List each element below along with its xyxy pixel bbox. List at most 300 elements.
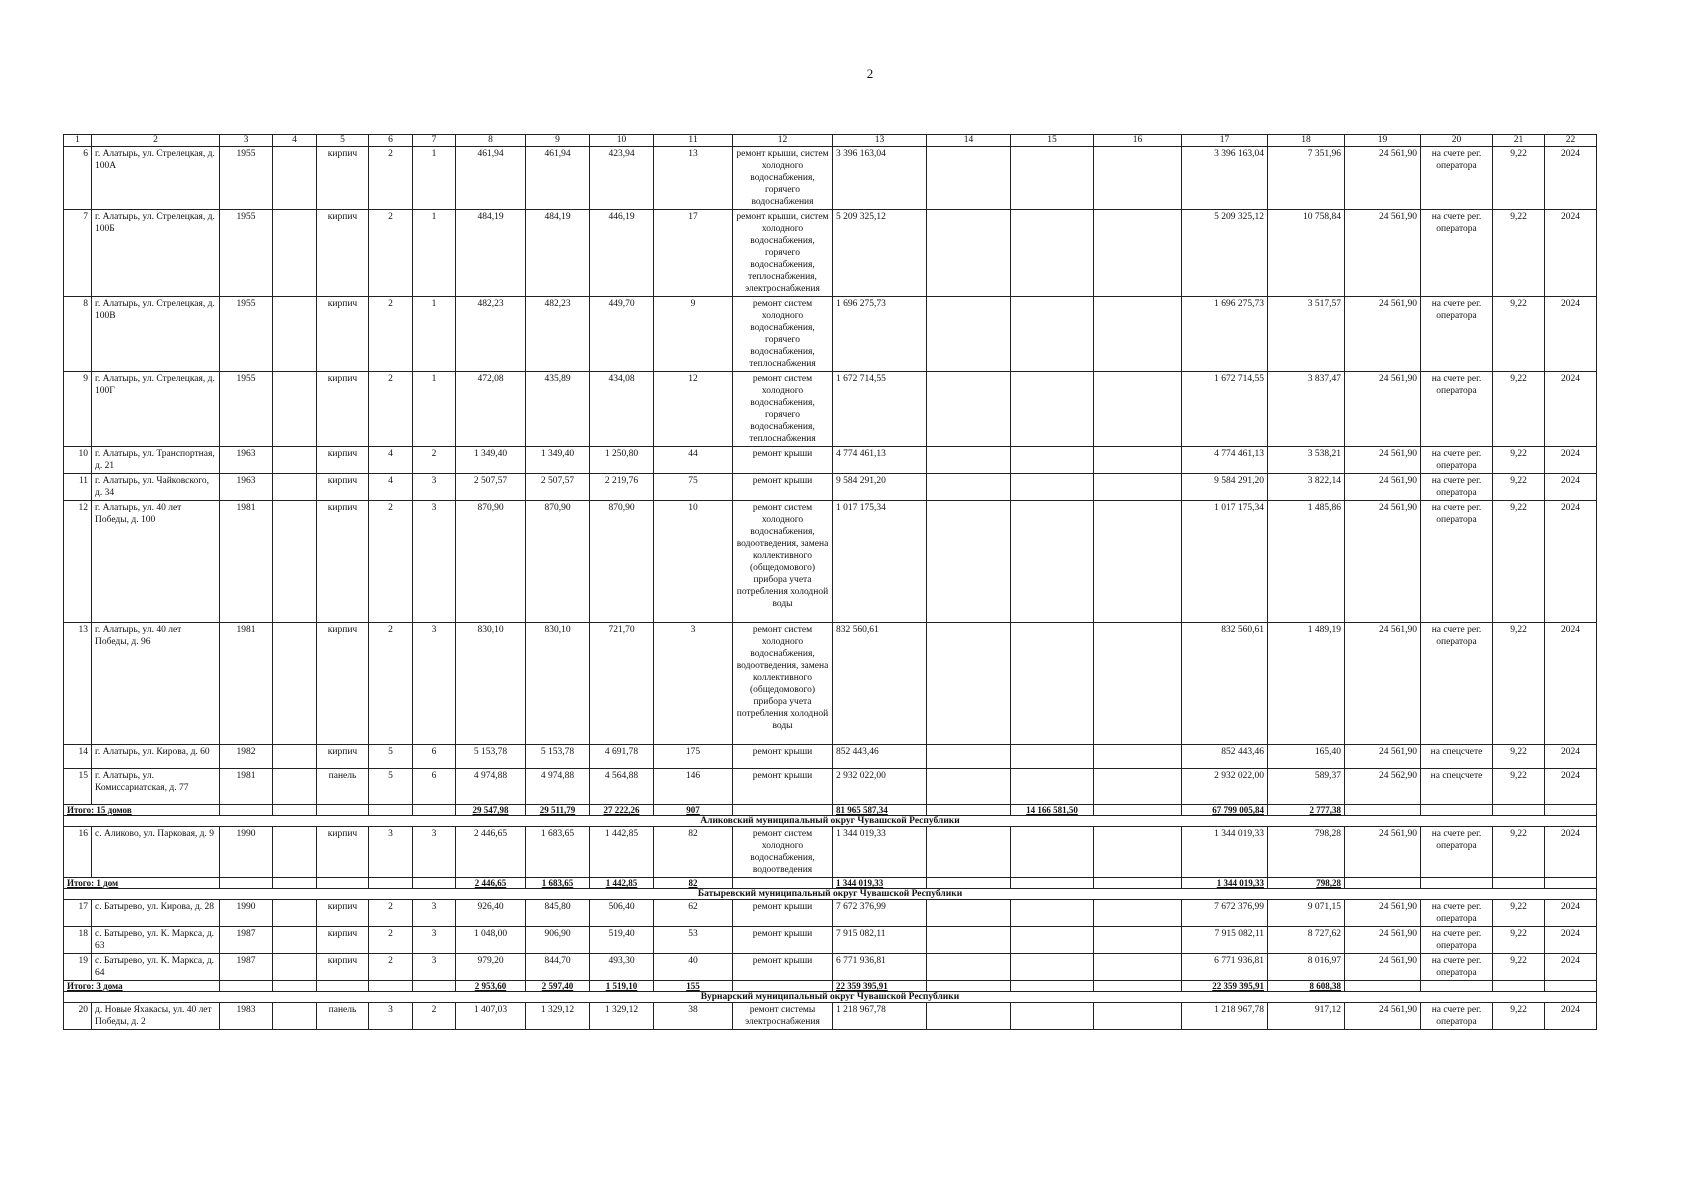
cell-c16 [1094,769,1182,805]
cell-a9: 1 329,12 [526,1003,590,1030]
cell-a8: 1 407,03 [456,1003,526,1030]
cell-yr: 2024 [1545,210,1597,297]
cell-c15 [1011,927,1094,954]
cell-fund: на счете рег. оператора [1421,1003,1493,1030]
total-col-18: 2 777,38 [1268,805,1345,816]
cell-c15 [1011,900,1094,927]
cell-year: 1987 [220,927,273,954]
total-col-17: 22 359 395,91 [1182,981,1268,992]
cell-c17: 852 443,46 [1182,745,1268,769]
cell-ent: 6 [413,769,456,805]
cell-empty [1345,805,1421,816]
cell-empty [927,981,1011,992]
cell-fund: на спецсчете [1421,745,1493,769]
cell-res: 75 [654,474,733,501]
cell-c21: 9,22 [1493,372,1545,447]
cell-ent: 6 [413,745,456,769]
cell-fund: на счете рег. оператора [1421,927,1493,954]
cell-addr: г. Алатырь, ул. Стрелецкая, д. 100Б [92,210,220,297]
cell-n: 13 [64,623,92,745]
cell-fund: на счете рег. оператора [1421,474,1493,501]
cell-empty [1493,878,1545,889]
total-cost: 22 359 395,91 [833,981,927,992]
table-row [64,501,1597,623]
cell-work: ремонт системы электроснабжения [733,1003,833,1030]
cell-c14 [927,827,1011,878]
cell-cost: 6 771 936,81 [833,954,927,981]
cell-c19: 24 561,90 [1345,447,1421,474]
cell-cost: 2 932 022,00 [833,769,927,805]
cell-yr: 2024 [1545,827,1597,878]
cell-fl: 2 [369,623,413,745]
cell-work: ремонт крыши, систем холодного водоснабжения, горячего водоснабжения, теплоснабжения, электроснабжения [733,210,833,297]
cell-cost: 7 915 082,11 [833,927,927,954]
cell-c19: 24 561,90 [1345,1003,1421,1030]
cell-c4 [273,210,317,297]
cell-work: ремонт систем холодного водоснабжения, горячего водоснабжения, теплоснабжения [733,372,833,447]
cell-c15 [1011,501,1094,623]
cell-addr: г. Алатырь, ул. Чайковского, д. 34 [92,474,220,501]
total-residents: 82 [654,878,733,889]
cell-cost: 7 672 376,99 [833,900,927,927]
cell-empty [1345,878,1421,889]
cell-res: 38 [654,1003,733,1030]
cell-c21: 9,22 [1493,210,1545,297]
cell-mat: кирпич [317,900,369,927]
cell-fl: 3 [369,827,413,878]
cell-addr: г. Алатырь, ул. Стрелецкая, д. 100Г [92,372,220,447]
cell-empty [413,878,456,889]
cell-yr: 2024 [1545,927,1597,954]
cell-addr: г. Алатырь, ул. Стрелецкая, д. 100В [92,297,220,372]
cell-c4 [273,927,317,954]
table-row [64,927,1597,954]
cell-empty [369,878,413,889]
cell-fl: 2 [369,927,413,954]
cell-a10: 2 219,76 [590,474,654,501]
cell-a8: 484,19 [456,210,526,297]
cell-cost: 852 443,46 [833,745,927,769]
cell-c21: 9,22 [1493,474,1545,501]
cell-c19: 24 561,90 [1345,297,1421,372]
total-area-10: 1 519,10 [590,981,654,992]
cell-a10: 1 442,85 [590,827,654,878]
cell-ent: 3 [413,501,456,623]
cell-work: ремонт систем холодного водоснабжения, водоотведения [733,827,833,878]
cell-a10: 423,94 [590,147,654,210]
cell-c16 [1094,297,1182,372]
cell-c19: 24 561,90 [1345,147,1421,210]
cell-c17: 7 672 376,99 [1182,900,1268,927]
cell-year: 1987 [220,954,273,981]
cell-fund: на счете рег. оператора [1421,447,1493,474]
cell-work: ремонт систем холодного водоснабжения, водоотведения, замена коллективного (общедомового) прибора учета потребления холодной воды [733,501,833,623]
cell-empty [220,981,273,992]
cell-ent: 3 [413,900,456,927]
cell-c17: 6 771 936,81 [1182,954,1268,981]
cell-c14 [927,769,1011,805]
cell-c18: 7 351,96 [1268,147,1345,210]
cell-addr: с. Батырево, ул. К. Маркса, д. 63 [92,927,220,954]
cell-empty [273,805,317,816]
cell-fl: 5 [369,745,413,769]
cell-c16 [1094,623,1182,745]
cell-year: 1983 [220,1003,273,1030]
cell-empty [317,981,369,992]
cell-cost: 5 209 325,12 [833,210,927,297]
cell-a9: 435,89 [526,372,590,447]
cell-a9: 2 507,57 [526,474,590,501]
cell-c19: 24 561,90 [1345,827,1421,878]
cell-c4 [273,372,317,447]
cell-addr: д. Новые Яхакасы, ул. 40 лет Победы, д. 2 [92,1003,220,1030]
cell-a10: 721,70 [590,623,654,745]
cell-a8: 4 974,88 [456,769,526,805]
cell-work: ремонт крыши [733,927,833,954]
cell-cost: 9 584 291,20 [833,474,927,501]
total-label: Итого: 1 дом [64,878,220,889]
column-number: 6 [369,135,413,147]
column-number: 1 [64,135,92,147]
cell-a9: 1 683,65 [526,827,590,878]
cell-ent: 3 [413,927,456,954]
cell-n: 15 [64,769,92,805]
cell-empty [1545,878,1597,889]
total-area-10: 1 442,85 [590,878,654,889]
district-name: Вурнарский муниципальный округ Чувашской Республики [64,992,1597,1003]
cell-c16 [1094,501,1182,623]
cell-a10: 506,40 [590,900,654,927]
cell-n: 18 [64,927,92,954]
cell-c19: 24 561,90 [1345,927,1421,954]
cell-mat: кирпич [317,827,369,878]
cell-c21: 9,22 [1493,623,1545,745]
cell-empty [413,981,456,992]
total-col-18: 8 608,38 [1268,981,1345,992]
cell-c15 [1011,954,1094,981]
total-col-17: 1 344 019,33 [1182,878,1268,889]
cell-c21: 9,22 [1493,147,1545,210]
cell-empty [927,805,1011,816]
table-row [64,297,1597,372]
total-area-9: 1 683,65 [526,878,590,889]
cell-c21: 9,22 [1493,501,1545,623]
cell-c14 [927,147,1011,210]
cell-res: 17 [654,210,733,297]
cell-c18: 165,40 [1268,745,1345,769]
cell-empty [733,878,833,889]
register-body [64,135,1597,1030]
cell-res: 146 [654,769,733,805]
column-number: 14 [927,135,1011,147]
cell-c14 [927,745,1011,769]
cell-res: 13 [654,147,733,210]
district-header-row [64,889,1597,900]
cell-c4 [273,900,317,927]
cell-c4 [273,745,317,769]
cell-fl: 2 [369,297,413,372]
cell-n: 9 [64,372,92,447]
cell-c4 [273,297,317,372]
column-number: 8 [456,135,526,147]
cell-c17: 1 344 019,33 [1182,827,1268,878]
cell-res: 10 [654,501,733,623]
cell-ent: 3 [413,474,456,501]
cell-mat: кирпич [317,745,369,769]
cell-c18: 8 727,62 [1268,927,1345,954]
cell-n: 6 [64,147,92,210]
cell-mat: кирпич [317,501,369,623]
cell-mat: кирпич [317,954,369,981]
cell-a10: 519,40 [590,927,654,954]
total-col-18: 798,28 [1268,878,1345,889]
cell-fl: 2 [369,210,413,297]
cell-yr: 2024 [1545,147,1597,210]
cell-a10: 434,08 [590,372,654,447]
cell-n: 14 [64,745,92,769]
column-number: 20 [1421,135,1493,147]
cell-year: 1981 [220,623,273,745]
cell-c18: 3 822,14 [1268,474,1345,501]
cell-c19: 24 561,90 [1345,210,1421,297]
cell-fund: на счете рег. оператора [1421,900,1493,927]
cell-mat: кирпич [317,474,369,501]
cell-fl: 4 [369,474,413,501]
cell-empty [733,805,833,816]
cell-empty [1094,805,1182,816]
column-number: 4 [273,135,317,147]
cell-n: 12 [64,501,92,623]
total-area-9: 2 597,40 [526,981,590,992]
cell-work: ремонт крыши [733,900,833,927]
cell-c4 [273,1003,317,1030]
cell-fl: 2 [369,501,413,623]
table-row [64,447,1597,474]
cell-c19: 24 562,90 [1345,769,1421,805]
table-row [64,474,1597,501]
cell-res: 82 [654,827,733,878]
cell-c21: 9,22 [1493,927,1545,954]
cell-empty [1345,981,1421,992]
cell-empty [1493,805,1545,816]
cell-c21: 9,22 [1493,447,1545,474]
cell-c15 [1011,769,1094,805]
total-row [64,805,1597,816]
total-area-10: 27 222,26 [590,805,654,816]
cell-c21: 9,22 [1493,900,1545,927]
cell-c14 [927,927,1011,954]
cell-empty [1545,805,1597,816]
table-row [64,827,1597,878]
cell-empty [1094,981,1182,992]
cell-c16 [1094,927,1182,954]
cell-year: 1981 [220,769,273,805]
cell-a8: 5 153,78 [456,745,526,769]
cell-ent: 1 [413,372,456,447]
cell-c18: 3 538,21 [1268,447,1345,474]
cell-a10: 1 250,80 [590,447,654,474]
cell-a8: 870,90 [456,501,526,623]
cell-a9: 461,94 [526,147,590,210]
cell-c4 [273,501,317,623]
total-area-8: 2 953,60 [456,981,526,992]
column-number: 21 [1493,135,1545,147]
cell-c4 [273,447,317,474]
cell-c19: 24 561,90 [1345,501,1421,623]
cell-work: ремонт крыши [733,447,833,474]
table-row [64,147,1597,210]
cell-c17: 1 672 714,55 [1182,372,1268,447]
cell-c4 [273,147,317,210]
cell-c17: 7 915 082,11 [1182,927,1268,954]
cell-empty [220,878,273,889]
total-area-8: 29 547,98 [456,805,526,816]
cell-c21: 9,22 [1493,297,1545,372]
cell-a8: 461,94 [456,147,526,210]
cell-a10: 446,19 [590,210,654,297]
cell-yr: 2024 [1545,447,1597,474]
cell-yr: 2024 [1545,900,1597,927]
cell-yr: 2024 [1545,1003,1597,1030]
cell-mat: кирпич [317,147,369,210]
cell-addr: г. Алатырь, ул. 40 лет Победы, д. 96 [92,623,220,745]
cell-empty [273,878,317,889]
cell-c17: 4 774 461,13 [1182,447,1268,474]
cell-empty [369,981,413,992]
cell-fund: на счете рег. оператора [1421,372,1493,447]
cell-fund: на счете рег. оператора [1421,827,1493,878]
cell-a8: 926,40 [456,900,526,927]
cell-n: 7 [64,210,92,297]
column-number: 12 [733,135,833,147]
cell-c16 [1094,827,1182,878]
total-col-15 [1011,878,1094,889]
cell-c19: 24 561,90 [1345,372,1421,447]
cell-empty [1421,981,1493,992]
cell-c15 [1011,1003,1094,1030]
cell-empty [1545,981,1597,992]
cell-a9: 482,23 [526,297,590,372]
cell-a9: 845,80 [526,900,590,927]
cell-yr: 2024 [1545,623,1597,745]
cell-ent: 1 [413,147,456,210]
cell-c15 [1011,745,1094,769]
total-area-9: 29 511,79 [526,805,590,816]
cell-c4 [273,954,317,981]
cell-c17: 9 584 291,20 [1182,474,1268,501]
cell-yr: 2024 [1545,297,1597,372]
cell-c18: 798,28 [1268,827,1345,878]
cell-c18: 917,12 [1268,1003,1345,1030]
cell-c16 [1094,474,1182,501]
column-number: 22 [1545,135,1597,147]
cell-work: ремонт крыши [733,954,833,981]
cell-work: ремонт систем холодного водоснабжения, водоотведения, замена коллективного (общедомового) прибора учета потребления холодной воды [733,623,833,745]
cell-c17: 1 696 275,73 [1182,297,1268,372]
cell-a8: 2 507,57 [456,474,526,501]
cell-c18: 3 837,47 [1268,372,1345,447]
cell-c15 [1011,623,1094,745]
cell-a8: 1 048,00 [456,927,526,954]
cell-mat: кирпич [317,210,369,297]
cell-c16 [1094,900,1182,927]
cell-c18: 10 758,84 [1268,210,1345,297]
cell-fund: на счете рег. оператора [1421,954,1493,981]
district-header-row [64,992,1597,1003]
cell-addr: г. Алатырь, ул. Стрелецкая, д. 100А [92,147,220,210]
cell-year: 1982 [220,745,273,769]
cell-empty [317,878,369,889]
cell-c14 [927,954,1011,981]
cell-c18: 1 489,19 [1268,623,1345,745]
table-row [64,745,1597,769]
column-number: 5 [317,135,369,147]
district-header-row [64,816,1597,827]
column-number: 19 [1345,135,1421,147]
cell-a8: 979,20 [456,954,526,981]
cell-cost: 1 218 967,78 [833,1003,927,1030]
capital-repair-register-table [63,134,1597,1030]
cell-c18: 1 485,86 [1268,501,1345,623]
cell-res: 53 [654,927,733,954]
cell-addr: с. Аликово, ул. Парковая, д. 9 [92,827,220,878]
column-number: 7 [413,135,456,147]
cell-n: 8 [64,297,92,372]
column-number: 11 [654,135,733,147]
cell-n: 17 [64,900,92,927]
total-residents: 155 [654,981,733,992]
cell-addr: г. Алатырь, ул. Комиссариатская, д. 77 [92,769,220,805]
cell-mat: кирпич [317,927,369,954]
cell-a10: 870,90 [590,501,654,623]
cell-fund: на счете рег. оператора [1421,147,1493,210]
cell-yr: 2024 [1545,501,1597,623]
total-label: Итого: 3 дома [64,981,220,992]
total-col-15 [1011,981,1094,992]
cell-c15 [1011,147,1094,210]
cell-mat: кирпич [317,297,369,372]
total-label: Итого: 15 домов [64,805,220,816]
cell-c16 [1094,447,1182,474]
cell-c16 [1094,372,1182,447]
cell-c17: 1 218 967,78 [1182,1003,1268,1030]
cell-addr: с. Батырево, ул. К. Маркса, д. 64 [92,954,220,981]
cell-a8: 830,10 [456,623,526,745]
cell-year: 1955 [220,210,273,297]
cell-n: 19 [64,954,92,981]
cell-empty [220,805,273,816]
cell-c15 [1011,297,1094,372]
cell-c14 [927,297,1011,372]
column-number: 13 [833,135,927,147]
total-residents: 907 [654,805,733,816]
cell-fund: на счете рег. оператора [1421,623,1493,745]
cell-work: ремонт крыши [733,474,833,501]
cell-c18: 589,37 [1268,769,1345,805]
cell-work: ремонт крыши, систем холодного водоснабжения, горячего водоснабжения [733,147,833,210]
cell-empty [1493,981,1545,992]
cell-c18: 3 517,57 [1268,297,1345,372]
cell-empty [1421,878,1493,889]
cell-empty [317,805,369,816]
cell-c4 [273,474,317,501]
column-number: 9 [526,135,590,147]
cell-c16 [1094,745,1182,769]
cell-ent: 2 [413,447,456,474]
cell-c14 [927,1003,1011,1030]
cell-c14 [927,900,1011,927]
cell-fl: 3 [369,1003,413,1030]
